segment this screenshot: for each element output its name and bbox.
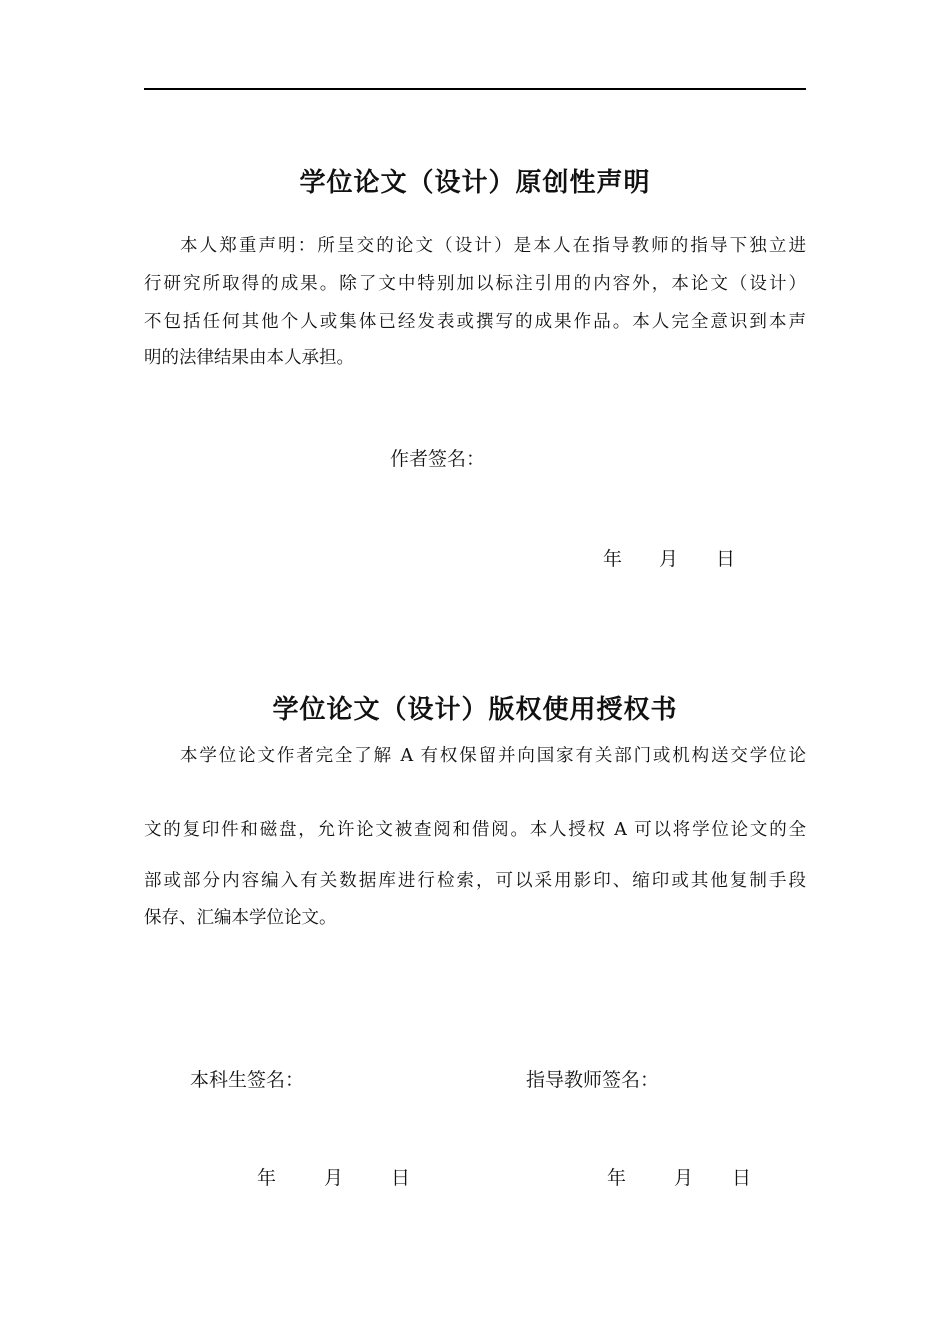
authorization-line: 文的复印件和磁盘，允许论文被查阅和借阅。本人授权 A 可以将学位论文的全 [144, 820, 806, 840]
advisor-signature-label: 指导教师签名： [526, 1069, 660, 1091]
date-month: 月 [324, 1167, 344, 1189]
authorization-line: 部或部分内容编入有关数据库进行检索，可以采用影印、缩印或其他复制手段 [144, 871, 806, 891]
date-day: 日 [732, 1167, 752, 1189]
student-signature-label: 本科生签名： [190, 1069, 305, 1091]
authorization-title: 学位论文（设计）版权使用授权书 [272, 695, 678, 725]
authorization-line: 保存、汇编本学位论文。 [144, 908, 337, 928]
declaration-title: 学位论文（设计）原创性声明 [299, 168, 651, 198]
author-signature-label: 作者签名： [390, 448, 486, 470]
declaration-line: 本人郑重声明：所呈交的论文（设计）是本人在指导教师的指导下独立进 [180, 236, 806, 256]
declaration-line: 行研究所取得的成果。除了文中特别加以标注引用的内容外，本论文（设计） [144, 274, 806, 294]
authorization-line: 本学位论文作者完全了解 A 有权保留并向国家有关部门或机构送交学位论 [180, 746, 806, 766]
header-rule [144, 88, 806, 90]
date-day: 日 [391, 1167, 411, 1189]
date-year: 年 [603, 548, 623, 570]
date-year: 年 [257, 1167, 277, 1189]
date-month: 月 [659, 548, 679, 570]
date-day: 日 [716, 548, 736, 570]
date-year: 年 [607, 1167, 627, 1189]
declaration-line: 不包括任何其他个人或集体已经发表或撰写的成果作品。本人完全意识到本声 [144, 312, 806, 332]
date-month: 月 [674, 1167, 694, 1189]
declaration-line: 明的法律结果由本人承担。 [144, 348, 354, 368]
